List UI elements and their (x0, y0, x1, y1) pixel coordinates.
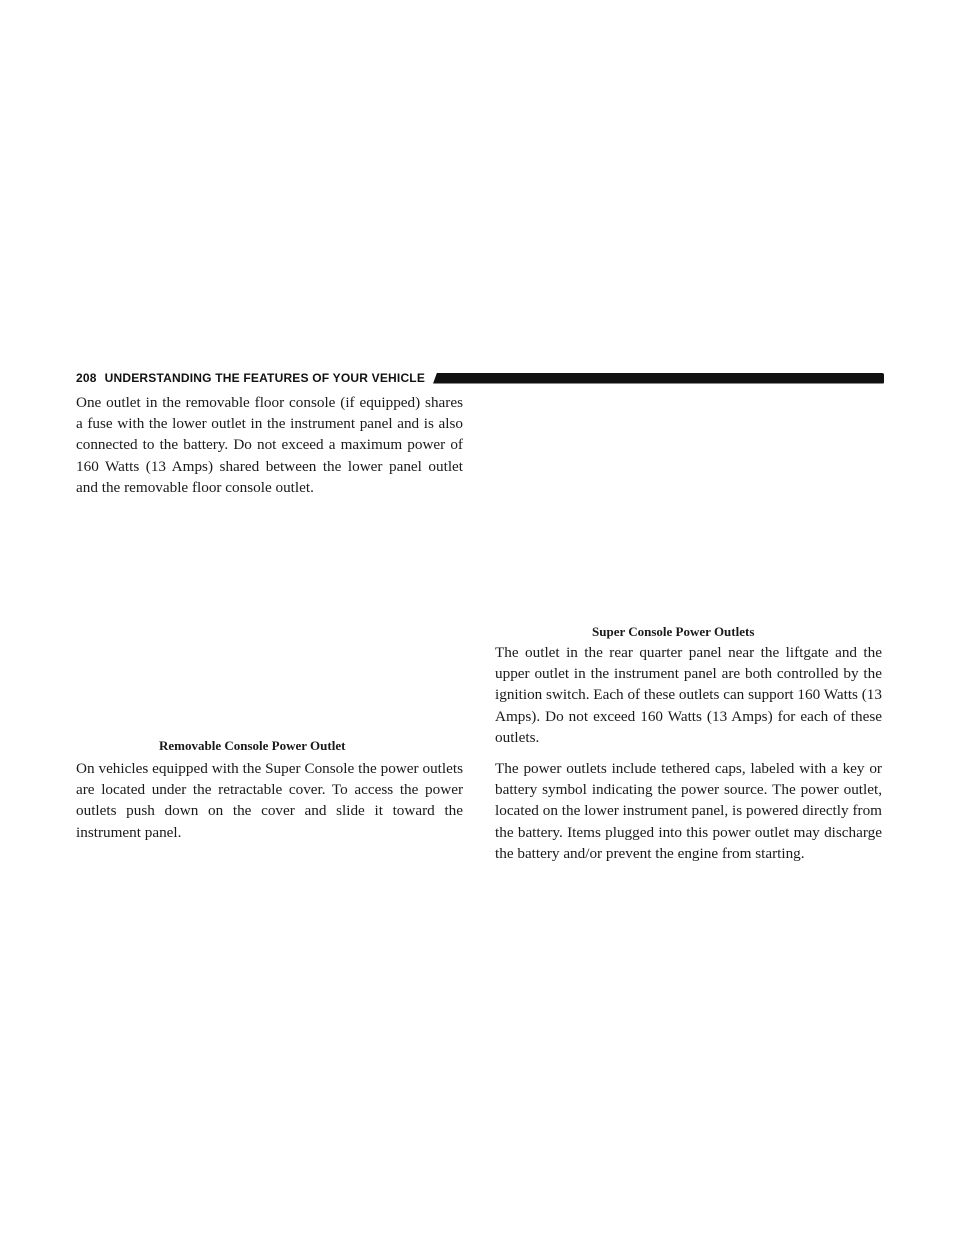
right-paragraph-tethered-caps: The power outlets include tethered caps, labeled with a key or battery symbol indicating the power source. The power outlet, located on the lower instrument panel, is powered directly from the battery. Items plugged into this power outlet may discharge the battery and/or prevent the engine from starting. (495, 760, 882, 862)
left-paragraph-fuse: One outlet in the removable floor console (if equipped) shares a fuse with the lower outlet in the instrument panel and is also connected to the battery. Do not exceed a maximum power of 160 Watts (13 Amps) shared between the lower panel outlet and the removable floor console outlet. (76, 394, 463, 496)
figure-caption-super-console: Super Console Power Outlets (592, 624, 755, 639)
header-rule (433, 373, 884, 384)
right-column (495, 642, 882, 864)
page-header (76, 370, 884, 386)
section-title: UNDERSTANDING THE FEATURES OF YOUR VEHICLE (104, 371, 426, 385)
left-column-bottom (76, 758, 463, 843)
left-column-top (76, 392, 463, 498)
right-paragraph-ignition: The outlet in the rear quarter panel near the liftgate and the upper outlet in the instrument panel are both controlled by the ignition switch. Each of these outlets can support 160 Watts (13 Amps). Do not exceed 160 Watts (13 Amps) for each of these outlets. (495, 644, 882, 746)
figure-caption-removable-console: Removable Console Power Outlet (159, 738, 346, 753)
page-number: 208 (76, 371, 97, 385)
left-paragraph-super-console: On vehicles equipped with the Super Console the power outlets are located under the retractable cover. To access the power outlets push down on the cover and slide it toward the instrument panel. (76, 760, 463, 841)
